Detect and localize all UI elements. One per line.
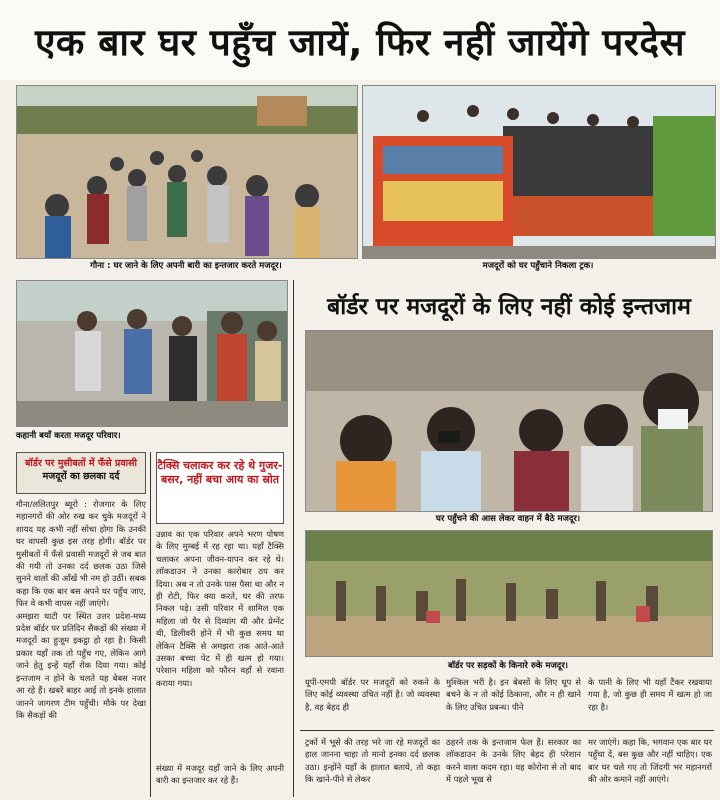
photo-vehicle-caption: घर पहुँचने की आस लेकर वाहन में बैठे मजदूर। <box>435 514 581 524</box>
column-divider-2 <box>293 280 294 797</box>
taxi-story-heading: टैक्सि चलाकर कर रहे थे गुजर-बसर, नहीं बचा आय का स्रोत <box>156 452 284 524</box>
photo-family-caption: कहानी बयाँ करता मजदूर परिवार। <box>16 431 121 441</box>
photo-family <box>16 280 288 427</box>
story-box-line1: बॉर्डर पर मुसीबतों में फँसे प्रवासी <box>25 458 137 469</box>
column-4a-text: ट्रकों में भूसे की तरह भरे जा रहे मजदूरों का हाल जानना चाहा तो मानो इनका दर्द छलक उठा। इन्होंने यहाँ के हालात बताये, तो कहा कि खाने-पीने से लेकर <box>305 737 440 785</box>
column-4c <box>588 736 712 798</box>
story-box-line2: मजदूरों का छलका दर्द <box>42 471 120 482</box>
column-4b <box>446 736 581 798</box>
column-4b-text: ठहरने तक के इन्तजाम फेल हैं। सरकार का लॉकडाउन के उनके लिए बेहद ही परेशान करने वाला कदम रहा। वह कोरोना से तो बाद में पहले भूख से <box>446 737 581 785</box>
column-3b <box>446 676 581 726</box>
photo-vehicle <box>305 330 713 512</box>
photo-truck <box>362 85 716 259</box>
photo-roadside <box>305 530 713 657</box>
column-3a-text: यूपी-एमपी बॉर्डर पर मजदूरों को रुकने के लिए कोई व्यवस्था उचित नहीं है। जो व्यवस्था है, वह बेहद ही <box>305 677 440 712</box>
subheadline: बॉर्डर पर मजदूरों के लिए नहीं कोई इन्तजाम <box>327 294 691 320</box>
photo-queue <box>16 85 358 259</box>
headline: एक बार घर पहुँच जायें, फिर नहीं जायेंगे परदेस <box>34 20 686 64</box>
column-2b-text: संख्या में मजदूर यहाँ जाने के लिए अपनी बारी का इन्तजार कर रहे हैं। <box>156 763 284 786</box>
column-4c-text: मर जाएंगे। कहा कि, भगवान एक बार घर पहुँचा दें, बस कुछ और नहीं चाहिए। एक बार घर चले गए तो जिंदगी भर महानगरों की ओर कमाने नहीं आएंगे। <box>588 737 712 785</box>
photo-truck-caption: मजदूरों को घर पहुँचाने निकला ट्रक। <box>482 261 594 271</box>
photo-roadside-caption: बॉर्डर पर सड़कों के किनारे रुके मजदूर। <box>447 661 569 671</box>
column-2-text: उन्नाव का एक परिवार अपने भरण पोषण के लिए मुम्बई में रह रहा था। यहाँ टैक्सि चलाकर अपना जीवन-यापन कर रहे थे। लॉकडाउन ने उनका कारोबार ठप कर दिया। अब न तो उनके पास पैसा था और न ही रोटी, फिर क्या करते, घर की तरफ निकल पड़े। उसी परिवार में शामिल एक महिला जो पैर से दिव्यांग थी और प्रेग्नेंट थी, डिलीवरी होने में भी कुछ समय था लेकिन टैक्सि से अमझरा तक आते-आते उसका बच्चा पेट में ही खत्म हो गया। परेशान महिला को फौरन वहाँ से रवाना कराया गया। <box>156 529 284 688</box>
story-box-heading <box>16 452 146 494</box>
column-2b <box>156 762 284 798</box>
column-4a <box>305 736 440 798</box>
column-3b-text: मुश्किल भरी है। इन बेबसों के लिए धूप से बचने के न तो कोई ठिकाना, और न ही खाने के लिए उचित प्रबन्ध। पीने <box>446 677 581 712</box>
column-3a <box>305 676 440 726</box>
column-3c-text: के पानी के लिए भी यहाँ टैंकर रखवाया गया है, जो कुछ ही समय में खत्म हो जा रहा है। <box>588 677 712 712</box>
headline-banner <box>0 0 720 80</box>
column-divider <box>150 452 151 797</box>
column-2 <box>156 528 284 756</box>
column-3c <box>588 676 712 726</box>
column-1 <box>16 498 146 798</box>
column-1-text: गौना/ललितपुर ब्यूरो : रोजगार के लिए महानगरों की ओर रुख कर चुके मजदूरों ने शायद यह कभी नहीं सोचा होगा कि उनकी घर वापसी कुछ इस तरह होगी। बॉर्डर पर मुसीबतों में फँसे प्रवासी मजदूरों से जब बात की गयी तो उनका दर्द छलक उठा जिसे सुनने वालों की आँखें भी नम हो उठीं। सबक कहा कि एक बार बस अपने घर पहुँच जाए, फिर वे कभी वापस नहीं जाएंगे। अमझरा घाटी पर स्थित उत्तर प्रदेश-मध्य प्रदेश बॉर्डर पर प्रतिदिन सैकड़ों की संख्या में मजदूरों का हुजूम इकट्ठा हो रहा है। किसी प्रकार यहाँ तक तो पहुँच गए, लेकिन आगे जाने हेतु इन्हें यहाँ रोक दिया गया। कोई इन्तजाम न होने के चलते यह बेबस नजर आ रहे हैं। खबरें बाहर आईं तो इनके हालात जानने जागरण टीम पहुँची। मौके पर देखा कि सैकड़ों की <box>16 499 146 720</box>
photo-queue-caption: गौना : घर जाने के लिए अपनी बारी का इन्तजार करते मजदूर। <box>90 261 282 271</box>
bottom-divider <box>300 730 714 731</box>
